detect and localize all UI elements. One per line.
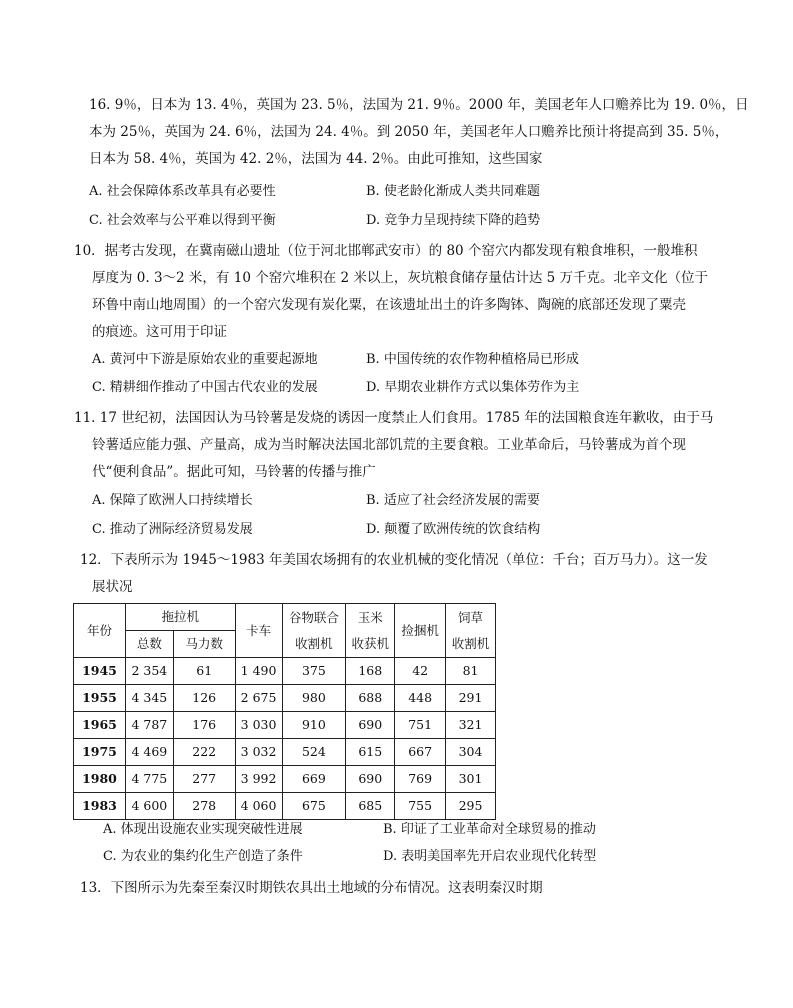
header-tractor-hp: 马力数: [173, 631, 235, 658]
q9-option-a: A. 社会保障体系改革具有必要性: [89, 184, 276, 199]
farm-machinery-table: [73, 603, 496, 820]
cell: 42: [395, 658, 446, 685]
cell: 295: [446, 793, 496, 820]
q11-text-line-2: 铃薯适应能力强、产量高，成为当时解决法国北部饥荒的主要食粮。工业革命后，马铃薯成为首个现: [92, 437, 686, 453]
cell: 81: [446, 658, 496, 685]
q10-option-c: C. 精耕细作推动了中国古代农业的发展: [92, 380, 318, 395]
cell: 126: [173, 685, 235, 712]
q11-option-a: A. 保障了欧洲人口持续增长: [92, 493, 253, 508]
cell: 2 354: [125, 658, 173, 685]
cell: 667: [395, 739, 446, 766]
header-tractor: 拖拉机: [125, 604, 235, 631]
header-combine-line-1: 谷物联合: [288, 609, 339, 625]
header-baler: 捡捆机: [395, 604, 446, 658]
cell: 4 345: [125, 685, 173, 712]
q9-text-line-1: 16. 9％，日本为 13. 4％，英国为 23. 5％，法国为 21. 9％。2000 年，美国老年人口赡养比为 19. 0％，日: [89, 97, 749, 113]
q11-option-c: C. 推动了洲际经济贸易发展: [92, 522, 253, 537]
cell: 690: [346, 766, 395, 793]
cell: 669: [282, 766, 346, 793]
cell: 301: [446, 766, 496, 793]
q10-text-line-4: 的痕迹。这可用于印证: [92, 324, 227, 340]
cell: 1 490: [235, 658, 282, 685]
q9-text-line-3: 日本为 58. 4％，英国为 42. 2％，法国为 44. 2％。由此可推知，这些国家: [89, 151, 543, 167]
table-row: [74, 793, 496, 820]
cell: 675: [282, 793, 346, 820]
table-row: [74, 766, 496, 793]
table-row: [74, 712, 496, 739]
q11-text-line-3: 代“便利食品”。据此可知，马铃薯的传播与推广: [92, 464, 376, 480]
cell: 3 032: [235, 739, 282, 766]
cell: 375: [282, 658, 346, 685]
q10-option-a: A. 黄河中下游是原始农业的重要起源地: [92, 352, 318, 367]
cell: 524: [282, 739, 346, 766]
header-corn-harvester: [346, 604, 395, 658]
cell: 751: [395, 712, 446, 739]
cell: 685: [346, 793, 395, 820]
cell: 755: [395, 793, 446, 820]
q11-option-d: D. 颠覆了欧洲传统的饮食结构: [366, 522, 541, 537]
q12-option-c: C. 为农业的集约化生产创造了条件: [103, 849, 303, 864]
cell-year: 1945: [74, 658, 126, 685]
header-corn-line-1: 玉米: [357, 609, 383, 625]
cell: 4 775: [125, 766, 173, 793]
q12-option-a: A. 体现出设施农业实现突破性进展: [103, 822, 303, 837]
q12-text-line-1: 12．下表所示为 1945～1983 年美国农场拥有的农业机械的变化情况（单位：千台；百万马力）。这一发: [80, 552, 708, 568]
header-forage-line-2: 收割机: [451, 635, 490, 651]
q9-option-d: D. 竞争力呈现持续下降的趋势: [366, 213, 541, 228]
cell: 176: [173, 712, 235, 739]
cell: 688: [346, 685, 395, 712]
q12-option-d: D. 表明美国率先开启农业现代化转型: [383, 849, 597, 864]
cell: 291: [446, 685, 496, 712]
cell: 3 030: [235, 712, 282, 739]
cell-year: 1965: [74, 712, 126, 739]
q12-text-line-2: 展状况: [92, 579, 133, 595]
q9-option-b: B. 使老龄化渐成人类共同难题: [366, 184, 540, 199]
cell: 168: [346, 658, 395, 685]
cell: 690: [346, 712, 395, 739]
q9-text-line-2: 本为 25％，英国为 24. 6％，法国为 24. 4％。到 2050 年，美国老年人口赡养比预计将提高到 35. 5％，: [89, 124, 729, 140]
q13-text-line-1: 13．下图所示为先秦至秦汉时期铁农具出土地域的分布情况。这表明秦汉时期: [80, 880, 543, 896]
header-tractor-total: 总数: [125, 631, 173, 658]
header-corn-line-2: 收获机: [351, 635, 390, 651]
cell: 2 675: [235, 685, 282, 712]
cell: 448: [395, 685, 446, 712]
cell: 980: [282, 685, 346, 712]
q10-text-line-2: 厚度为 0. 3～2 米，有 10 个窑穴堆积在 2 米以上，灰坑粮食储存量估计达 5 万千克。北辛文化（位于: [92, 270, 709, 286]
cell-year: 1983: [74, 793, 126, 820]
cell: 4 060: [235, 793, 282, 820]
cell: 4 469: [125, 739, 173, 766]
cell: 769: [395, 766, 446, 793]
header-truck: 卡车: [235, 604, 282, 658]
cell-year: 1975: [74, 739, 126, 766]
cell-year: 1980: [74, 766, 126, 793]
table-row: [74, 685, 496, 712]
table-row: [74, 658, 496, 685]
header-forage-harvester: [446, 604, 496, 658]
cell: 277: [173, 766, 235, 793]
cell: 222: [173, 739, 235, 766]
q9-option-c: C. 社会效率与公平难以得到平衡: [89, 213, 276, 228]
q10-text-line-1: 10．据考古发现，在冀南磁山遗址（位于河北邯郸武安市）的 80 个窑穴内都发现有粮食堆积，一般堆积: [74, 243, 698, 259]
header-year: 年份: [74, 604, 126, 658]
cell: 278: [173, 793, 235, 820]
q11-option-b: B. 适应了社会经济发展的需要: [366, 493, 540, 508]
cell: 910: [282, 712, 346, 739]
cell-year: 1955: [74, 685, 126, 712]
q10-option-d: D. 早期农业耕作方式以集体劳作为主: [366, 380, 580, 395]
q11-text-line-1: 11. 17 世纪初，法国因认为马铃薯是发烧的诱因一度禁止人们食用。1785 年的法国粮食连年歉收，由于马: [74, 410, 714, 426]
table-row: [74, 739, 496, 766]
cell: 4 787: [125, 712, 173, 739]
cell: 321: [446, 712, 496, 739]
header-combine-line-2: 收割机: [295, 635, 333, 651]
header-combine: [282, 604, 346, 658]
header-forage-line-1: 饲草: [458, 609, 484, 625]
cell: 615: [346, 739, 395, 766]
cell: 4 600: [125, 793, 173, 820]
q10-option-b: B. 中国传统的农作物种植格局已形成: [366, 352, 579, 367]
q12-option-b: B. 印证了工业革命对全球贸易的推动: [383, 822, 596, 837]
q10-text-line-3: 环鲁中南山地周围）的一个窑穴发现有炭化粟，在该遗址出土的许多陶钵、陶碗的底部还发现了粟壳: [92, 297, 686, 313]
cell: 3 992: [235, 766, 282, 793]
cell: 61: [173, 658, 235, 685]
cell: 304: [446, 739, 496, 766]
